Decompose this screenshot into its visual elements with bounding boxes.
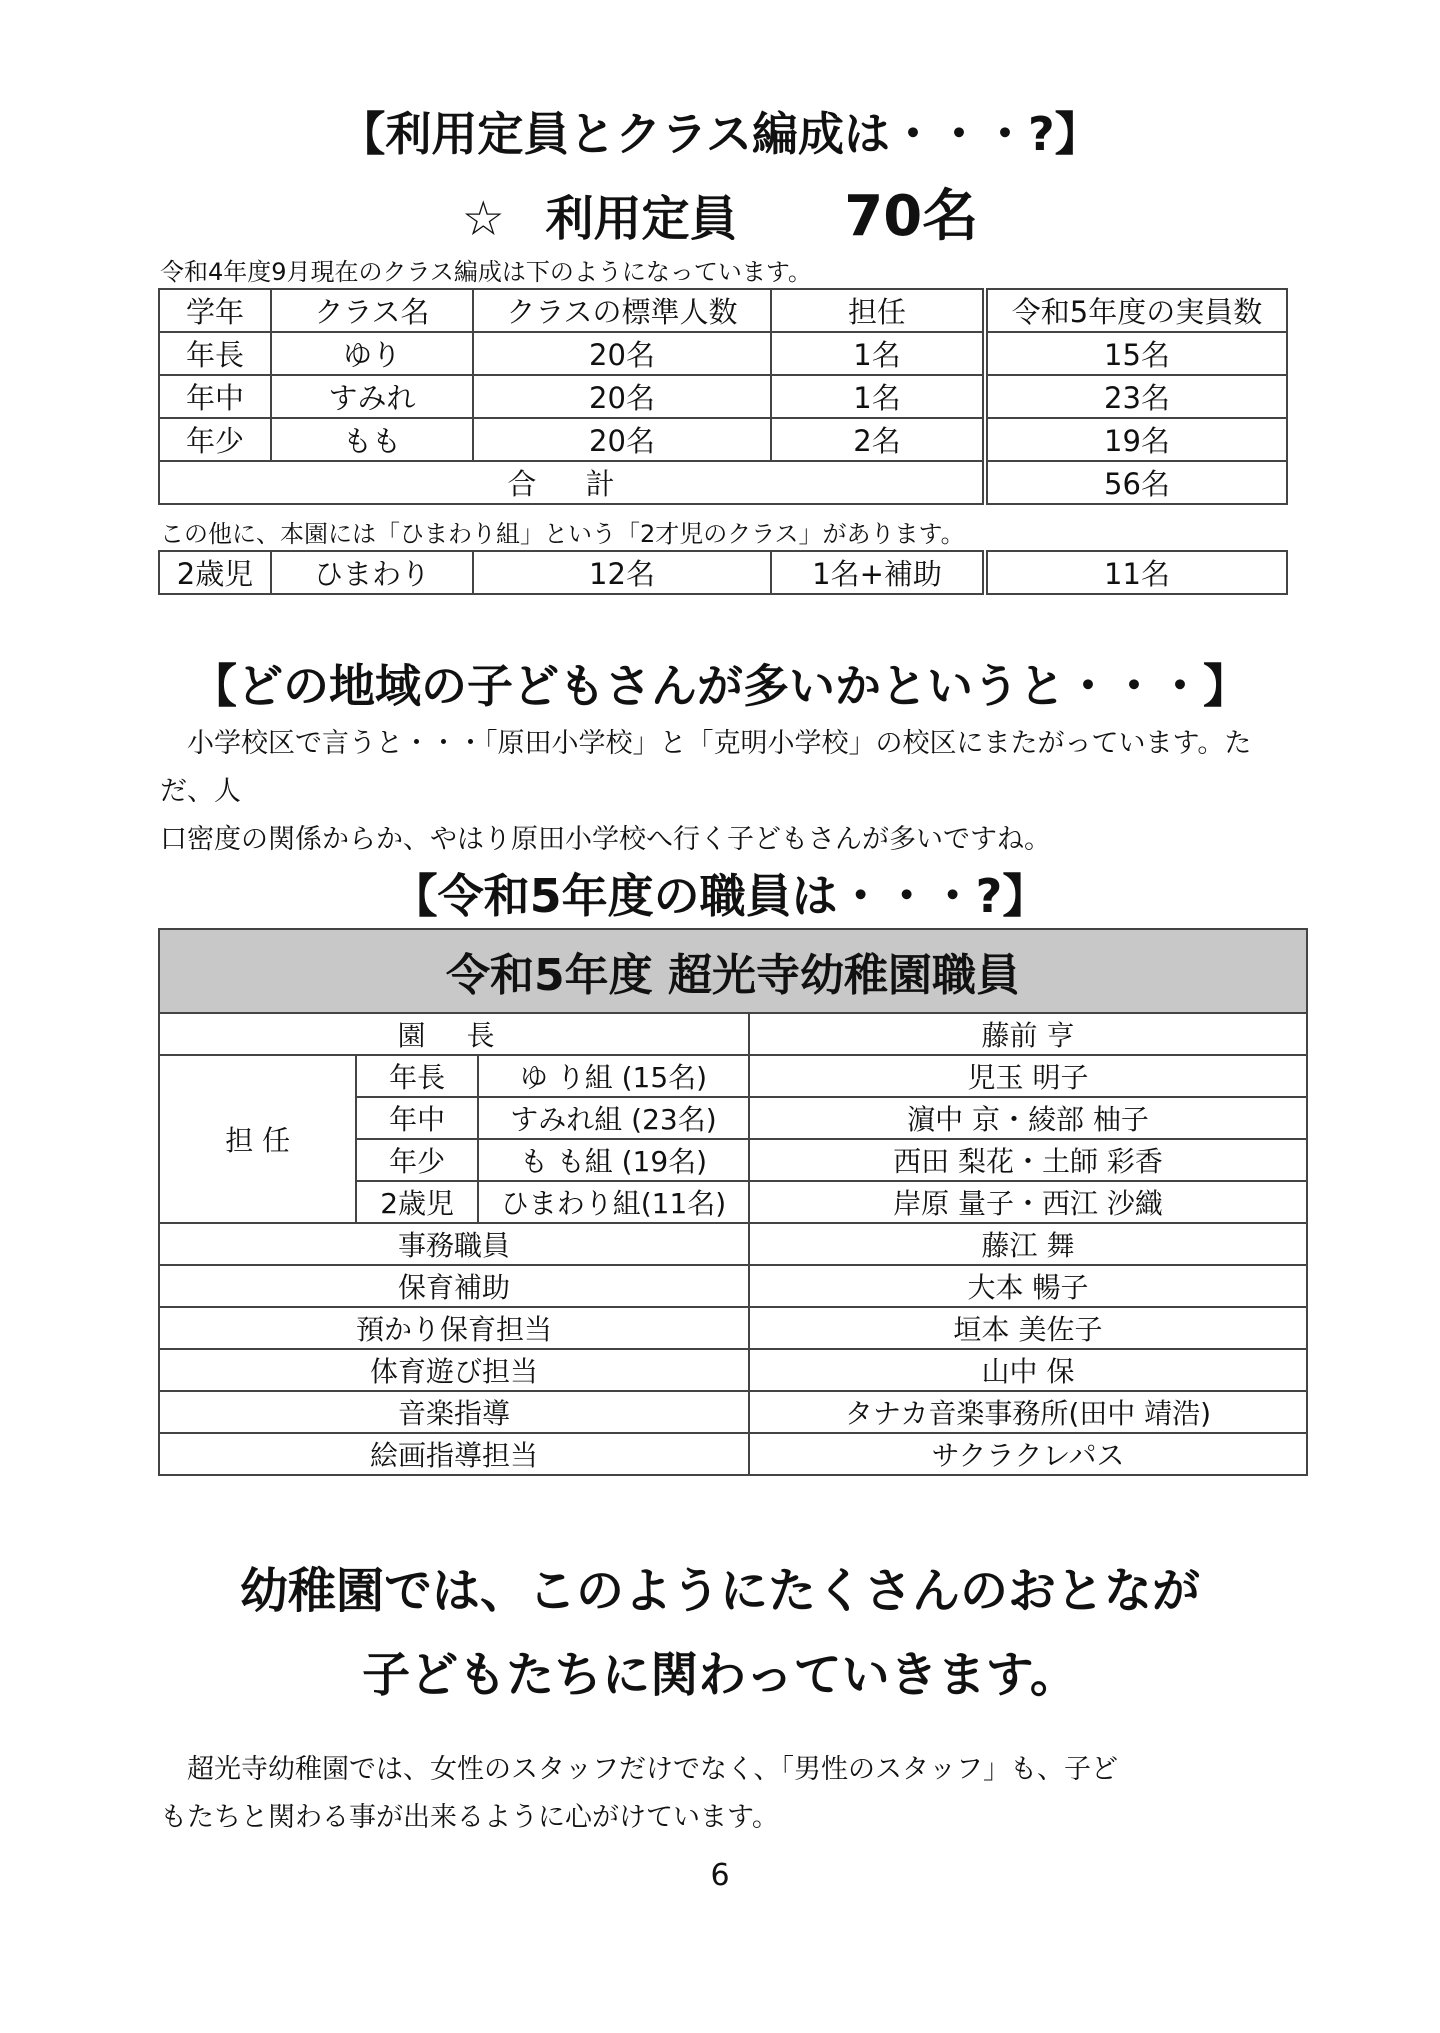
name-cell: 藤前 亨 bbox=[749, 1013, 1307, 1055]
name-cell: 山中 保 bbox=[749, 1349, 1307, 1391]
table-row bbox=[159, 1265, 1307, 1307]
closing-para-line1: 超光寺幼稚園では、女性のスタッフだけでなく、「男性のスタッフ」も、子ど bbox=[187, 1754, 1118, 1785]
capacity-heading bbox=[0, 172, 1440, 252]
cell: 12名 bbox=[473, 551, 771, 594]
cell: すみれ bbox=[271, 375, 473, 418]
staff-table bbox=[158, 928, 1308, 1476]
teacher-cell: 岸原 量子・西江 沙織 bbox=[749, 1181, 1307, 1223]
teacher-cell: 西田 梨花・土師 彩香 bbox=[749, 1139, 1307, 1181]
total-value: 56名 bbox=[985, 461, 1287, 504]
cell: 年中 bbox=[159, 375, 271, 418]
header-cell: 学年 bbox=[159, 289, 271, 332]
table-row bbox=[159, 1433, 1307, 1475]
table-row bbox=[159, 1391, 1307, 1433]
cell: 1名+補助 bbox=[771, 551, 985, 594]
closing-line2: 子どもたちに関わっていきます。 bbox=[362, 1647, 1078, 1703]
cell: 年長 bbox=[159, 332, 271, 375]
header-cell: クラス名 bbox=[271, 289, 473, 332]
cell: ひまわり bbox=[271, 551, 473, 594]
total-label: 合 計 bbox=[159, 461, 985, 504]
table-row bbox=[159, 375, 1287, 418]
closing-line1: 幼稚園では、このようにたくさんのおとなが bbox=[239, 1563, 1200, 1619]
table-row bbox=[159, 1307, 1307, 1349]
cell: もも bbox=[271, 418, 473, 461]
class-table bbox=[158, 288, 1288, 505]
region-text-line1: 小学校区で言うと・・・「原田小学校」と「克明小学校」の校区にまたがっています。ただ、人 bbox=[160, 728, 1252, 807]
capacity-label: 利用定員 bbox=[545, 191, 738, 247]
table-row bbox=[159, 1223, 1307, 1265]
grade-cell: 2歳児 bbox=[356, 1181, 478, 1223]
table-row bbox=[159, 418, 1287, 461]
total-row bbox=[159, 461, 1287, 504]
staff-table-title: 令和5年度 超光寺幼稚園職員 bbox=[159, 929, 1307, 1013]
closing-para-line2: もたちと関わる事が出来るように心がけています。 bbox=[160, 1802, 779, 1833]
cell: 年少 bbox=[159, 418, 271, 461]
closing-paragraph bbox=[160, 1746, 1290, 1842]
class-note: 令和4年度9月現在のクラス編成は下のようになっています。 bbox=[160, 258, 812, 286]
name-cell: 垣本 美佐子 bbox=[749, 1307, 1307, 1349]
header-cell: 令和5年度の実員数 bbox=[985, 289, 1287, 332]
extra-class-table bbox=[158, 550, 1288, 595]
role-cell: 体育遊び担当 bbox=[159, 1349, 749, 1391]
class-cell: も も組 (19名) bbox=[478, 1139, 749, 1181]
role-cell: 音楽指導 bbox=[159, 1391, 749, 1433]
table-row bbox=[159, 1349, 1307, 1391]
role-cell: 絵画指導担当 bbox=[159, 1433, 749, 1475]
table-row bbox=[159, 332, 1287, 375]
role-cell: 園 長 bbox=[159, 1013, 749, 1055]
class-cell: ひまわり組(11名) bbox=[478, 1181, 749, 1223]
cell: 1名 bbox=[771, 332, 985, 375]
cell: 19名 bbox=[985, 418, 1287, 461]
homeroom-label: 担 任 bbox=[159, 1055, 356, 1223]
region-paragraph bbox=[160, 720, 1290, 864]
star-icon: ☆ bbox=[461, 191, 505, 247]
role-cell: 保育補助 bbox=[159, 1265, 749, 1307]
class-cell: すみれ組 (23名) bbox=[478, 1097, 749, 1139]
teacher-cell: 濵中 京・綾部 柚子 bbox=[749, 1097, 1307, 1139]
grade-cell: 年少 bbox=[356, 1139, 478, 1181]
table-row bbox=[159, 1055, 1307, 1097]
class-cell: ゆ り組 (15名) bbox=[478, 1055, 749, 1097]
cell: 2名 bbox=[771, 418, 985, 461]
table-header-row bbox=[159, 289, 1287, 332]
cell: 20名 bbox=[473, 418, 771, 461]
page-number: 6 bbox=[710, 1858, 730, 1893]
header-cell: クラスの標準人数 bbox=[473, 289, 771, 332]
grade-cell: 年中 bbox=[356, 1097, 478, 1139]
cell: 23名 bbox=[985, 375, 1287, 418]
name-cell: 藤江 舞 bbox=[749, 1223, 1307, 1265]
table-row bbox=[159, 1013, 1307, 1055]
header-cell: 担任 bbox=[771, 289, 985, 332]
name-cell: サクラクレパス bbox=[749, 1433, 1307, 1475]
region-text-line2: 口密度の関係からか、やはり原田小学校へ行く子どもさんが多いですね。 bbox=[160, 824, 1051, 855]
cell: 11名 bbox=[985, 551, 1287, 594]
section-title-capacity: 【利用定員とクラス編成は・・・?】 bbox=[339, 107, 1101, 161]
cell: 20名 bbox=[473, 375, 771, 418]
name-cell: タナカ音楽事務所(田中 靖浩) bbox=[749, 1391, 1307, 1433]
extra-note: この他に、本園には「ひまわり組」という「2才児のクラス」があります。 bbox=[160, 520, 965, 548]
table-row bbox=[159, 551, 1287, 594]
cell: 2歳児 bbox=[159, 551, 271, 594]
cell: 1名 bbox=[771, 375, 985, 418]
name-cell: 大本 暢子 bbox=[749, 1265, 1307, 1307]
role-cell: 預かり保育担当 bbox=[159, 1307, 749, 1349]
section-title-staff: 【令和5年度の職員は・・・?】 bbox=[391, 869, 1049, 923]
cell: 15名 bbox=[985, 332, 1287, 375]
role-cell: 事務職員 bbox=[159, 1223, 749, 1265]
cell: ゆり bbox=[271, 332, 473, 375]
section-title-region: 【どの地域の子どもさんが多いかというと・・・】 bbox=[191, 659, 1249, 713]
teacher-cell: 児玉 明子 bbox=[749, 1055, 1307, 1097]
cell: 20名 bbox=[473, 332, 771, 375]
grade-cell: 年長 bbox=[356, 1055, 478, 1097]
capacity-value: 70名 bbox=[844, 184, 979, 249]
